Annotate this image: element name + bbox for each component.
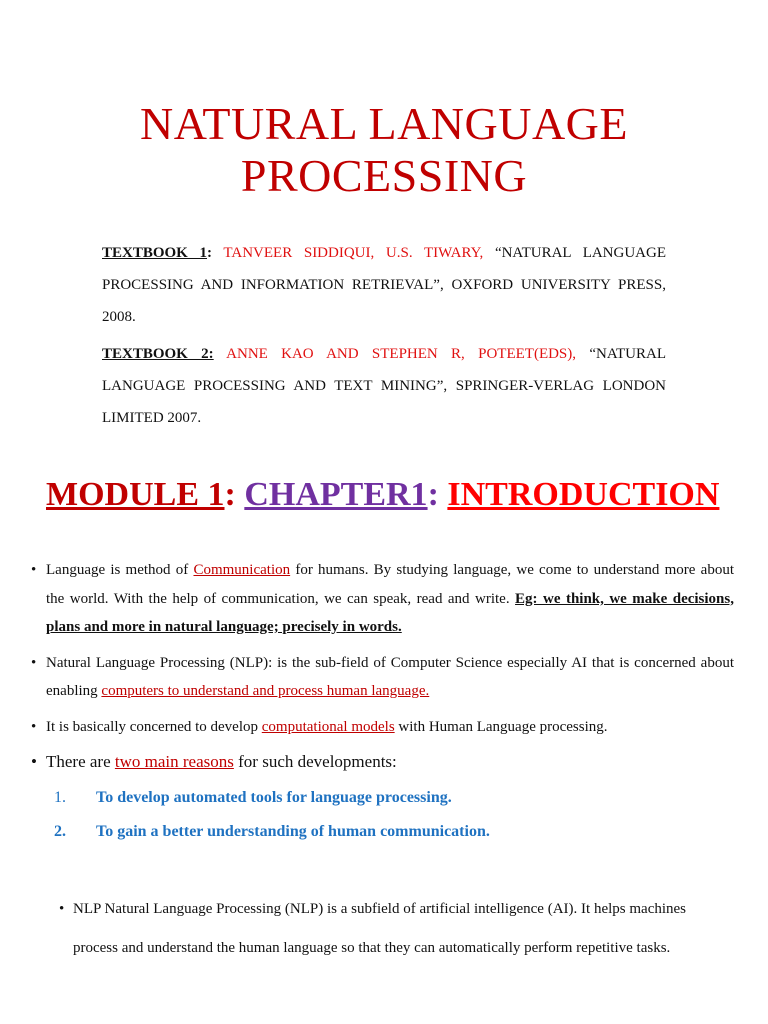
bullet-text: for such developments: bbox=[233, 752, 397, 771]
module-label: MODULE 1 bbox=[46, 476, 225, 513]
module-colon: : bbox=[224, 476, 236, 513]
topic-label: INTRODUCTION bbox=[447, 476, 720, 513]
bullet-text: It is basically concerned to develop bbox=[46, 718, 262, 735]
title-line-2: PROCESSING bbox=[240, 150, 528, 201]
textbook-2-details: “NATURAL LANGUAGE PROCESSING AND TEXT MINING”, SPRINGER-VERLAG LONDON LIMITED 2007. bbox=[102, 346, 666, 426]
module-heading bbox=[46, 476, 719, 514]
bullet-text: with Human Language processing. bbox=[394, 718, 608, 735]
bullet-computational-models bbox=[46, 713, 734, 742]
bullet-language bbox=[46, 556, 734, 642]
textbook-2 bbox=[102, 338, 666, 434]
bullet-text: for humans. By studying language, we come to understand more about the world. With the help of communication, we can speak, read and write. bbox=[46, 562, 734, 607]
textbook-references bbox=[102, 237, 666, 439]
intro-bullet-list bbox=[46, 556, 734, 784]
chapter-label: CHAPTER1 bbox=[244, 476, 428, 513]
textbook-2-authors: ANNE KAO AND STEPHEN R, POTEET(EDS), bbox=[226, 346, 577, 362]
two-reasons-link[interactable]: two main reasons bbox=[114, 752, 234, 771]
title-line-1: NATURAL LANGUAGE bbox=[140, 98, 628, 149]
textbook-2-label: TEXTBOOK 2: bbox=[102, 346, 214, 362]
example-emphasis: Eg: we think, we make decisions, plans and more in natural language; precisely in words. bbox=[46, 590, 734, 635]
reason-text: To gain a better understanding of human communication. bbox=[96, 823, 490, 840]
computational-models-link[interactable]: computational models bbox=[261, 718, 395, 735]
communication-link[interactable]: Communication bbox=[193, 562, 291, 578]
reason-text: To develop automated tools for language processing. bbox=[96, 789, 452, 806]
textbook-1-details: “NATURAL LANGUAGE PROCESSING AND INFORMATION RETRIEVAL”, OXFORD UNIVERSITY PRESS, 2008. bbox=[102, 245, 667, 325]
textbook-1-label: TEXTBOOK 1 bbox=[102, 245, 208, 261]
textbook-1-colon: : bbox=[207, 245, 213, 261]
document-title bbox=[0, 98, 768, 202]
textbook-1-authors: TANVEER SIDDIQUI, U.S. TIWARY, bbox=[223, 245, 484, 261]
nlp-definition-bullet: • NLP Natural Language Processing (NLP) is a subfield of artificial intelligence (AI). It helps machines process and understand the human language so that they can automatically perform repetitive tasks. bbox=[73, 890, 693, 967]
chapter-colon: : bbox=[427, 476, 439, 513]
bullet-nlp bbox=[46, 649, 734, 706]
bullet-text: Natural Language Processing (NLP): is the sub-field of Computer Science especially AI that is concerned about enabling bbox=[46, 654, 734, 699]
bullet-two-reasons bbox=[46, 748, 734, 777]
bullet-text: Language is method of bbox=[46, 562, 194, 578]
computers-link[interactable]: computers to understand and process human language. bbox=[101, 683, 430, 699]
bullet-text: There are bbox=[46, 752, 115, 771]
reason-number: 1. bbox=[54, 789, 66, 806]
textbook-1 bbox=[102, 237, 666, 333]
reason-number: 2. bbox=[54, 823, 66, 840]
